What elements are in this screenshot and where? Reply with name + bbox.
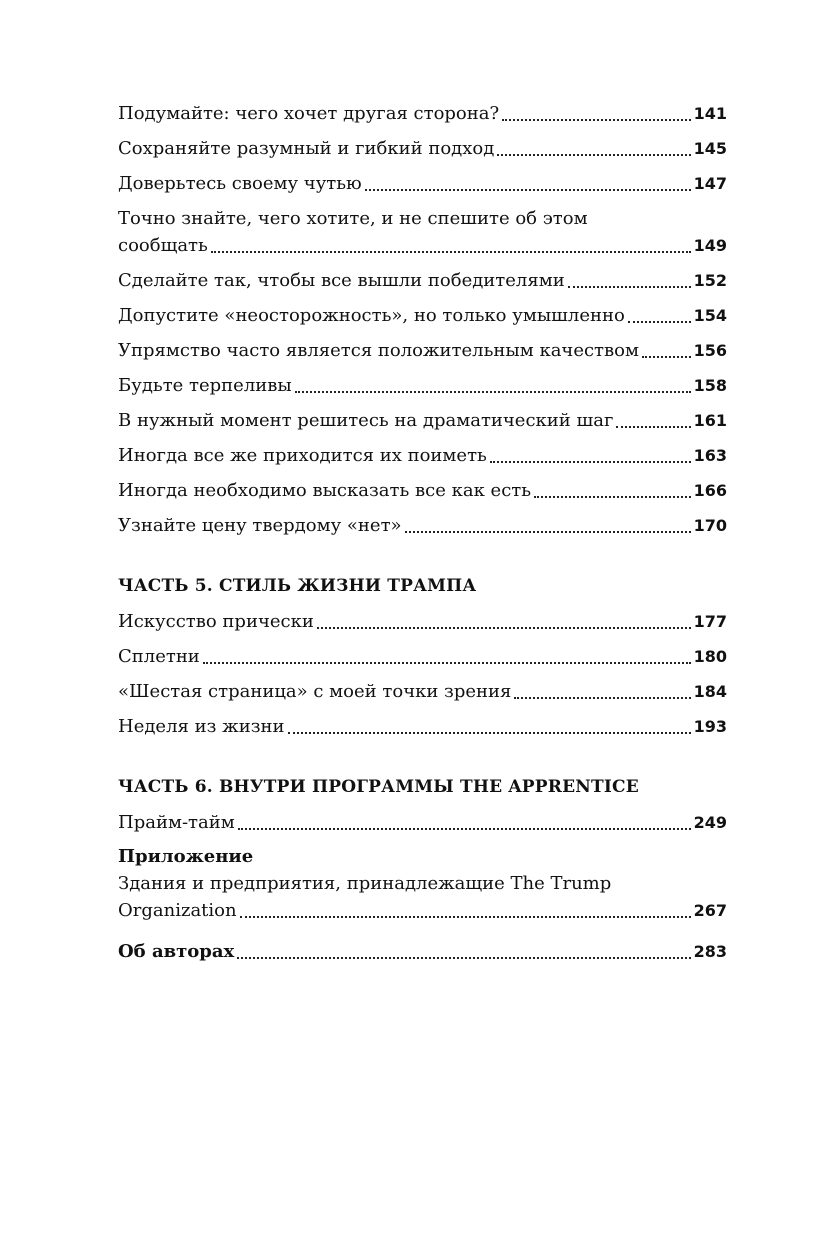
part-5-heading: ЧАСТЬ 5. СТИЛЬ ЖИЗНИ ТРАМПА: [118, 576, 477, 596]
entry-title: Сплетни: [118, 646, 200, 667]
dot-leader: [288, 726, 691, 734]
entry-title: «Шестая страница» с моей точки зрения: [118, 681, 512, 702]
dot-leader: [240, 910, 691, 918]
entry-title: Иногда необходимо высказать все как есть: [118, 480, 532, 501]
dot-leader: [497, 148, 690, 156]
toc-entry[interactable]: [118, 512, 727, 539]
toc-entry[interactable]: [118, 135, 727, 162]
toc-entry[interactable]: [118, 302, 727, 329]
toc-entry[interactable]: [118, 407, 727, 434]
entry-title: Сделайте так, чтобы все вышли победителями: [118, 270, 565, 291]
dot-leader: [534, 490, 691, 498]
dot-leader: [211, 245, 691, 253]
entry-title: Прайм-тайм: [118, 812, 235, 833]
entry-title-line2: сообщать: [118, 235, 208, 256]
entry-page: 147: [693, 174, 727, 193]
dot-leader: [317, 621, 691, 629]
entry-page: 283: [693, 942, 727, 961]
entry-title: Будьте терпеливы: [118, 375, 292, 396]
toc-entry[interactable]: [118, 442, 727, 469]
toc-entry-about[interactable]: [118, 938, 727, 965]
entry-page: 152: [693, 271, 727, 290]
entry-page: 145: [693, 139, 727, 158]
entry-title: Искусство прически: [118, 611, 314, 632]
dot-leader: [295, 385, 691, 393]
toc-entry[interactable]: [118, 170, 727, 197]
entry-title: Узнайте цену твердому «нет»: [118, 515, 402, 536]
entry-title-line1: Здания и предприятия, принадлежащие The Trump: [118, 873, 612, 894]
entry-title: Иногда все же приходится их поиметь: [118, 445, 487, 466]
entry-title: Об авторах: [118, 941, 235, 962]
entry-title: Доверьтесь своему чутью: [118, 173, 362, 194]
toc-entry[interactable]: [118, 372, 727, 399]
entry-page: 141: [693, 104, 727, 123]
entry-title-line1: Точно знайте, чего хотите, и не спешите об этом: [118, 208, 588, 229]
dot-leader: [568, 280, 691, 288]
entry-title: Подумайте: чего хочет другая сторона?: [118, 103, 500, 124]
entry-page: 161: [693, 411, 727, 430]
toc-entry[interactable]: [118, 809, 727, 836]
entry-page: 177: [693, 612, 727, 631]
dot-leader: [405, 525, 691, 533]
dot-leader: [502, 113, 690, 121]
dot-leader: [238, 822, 691, 830]
entry-page: 166: [693, 481, 727, 500]
entry-page: 193: [693, 717, 727, 736]
entry-page: 249: [693, 813, 727, 832]
entry-title: Упрямство часто является положительным качеством: [118, 340, 639, 361]
toc-entry[interactable]: [118, 337, 727, 364]
entry-page: 154: [693, 306, 727, 325]
entry-page: 156: [693, 341, 727, 360]
entry-page: 170: [693, 516, 727, 535]
dot-leader: [203, 656, 691, 664]
toc-entry[interactable]: [118, 643, 727, 670]
entry-page: 267: [693, 901, 727, 920]
toc-entry[interactable]: [118, 100, 727, 127]
toc-entry[interactable]: [118, 205, 727, 259]
dot-leader: [642, 350, 691, 358]
entry-title-line2: Organization: [118, 900, 237, 921]
toc-entry-appendix[interactable]: [118, 844, 727, 924]
entry-page: 180: [693, 647, 727, 666]
dot-leader: [628, 315, 691, 323]
entry-title: Сохраняйте разумный и гибкий подход: [118, 138, 495, 159]
dot-leader: [616, 420, 690, 428]
entry-page: 163: [693, 446, 727, 465]
entry-page: 149: [693, 236, 727, 255]
toc-entry[interactable]: [118, 267, 727, 294]
toc-entry[interactable]: [118, 678, 727, 705]
entry-title: Допустите «неосторожность», но только умышленно: [118, 305, 625, 326]
appendix-heading: Приложение: [118, 846, 254, 867]
entry-title: Неделя из жизни: [118, 716, 285, 737]
table-of-contents: [118, 100, 727, 973]
toc-entry[interactable]: [118, 713, 727, 740]
dot-leader: [365, 183, 691, 191]
entry-title: В нужный момент решитесь на драматический шаг: [118, 410, 614, 431]
dot-leader: [490, 455, 691, 463]
part-6-heading: ЧАСТЬ 6. ВНУТРИ ПРОГРАММЫ THE APPRENTICE: [118, 777, 639, 797]
toc-entry[interactable]: [118, 477, 727, 504]
toc-entry[interactable]: [118, 608, 727, 635]
entry-page: 184: [693, 682, 727, 701]
dot-leader: [237, 951, 690, 959]
dot-leader: [514, 691, 690, 699]
entry-page: 158: [693, 376, 727, 395]
